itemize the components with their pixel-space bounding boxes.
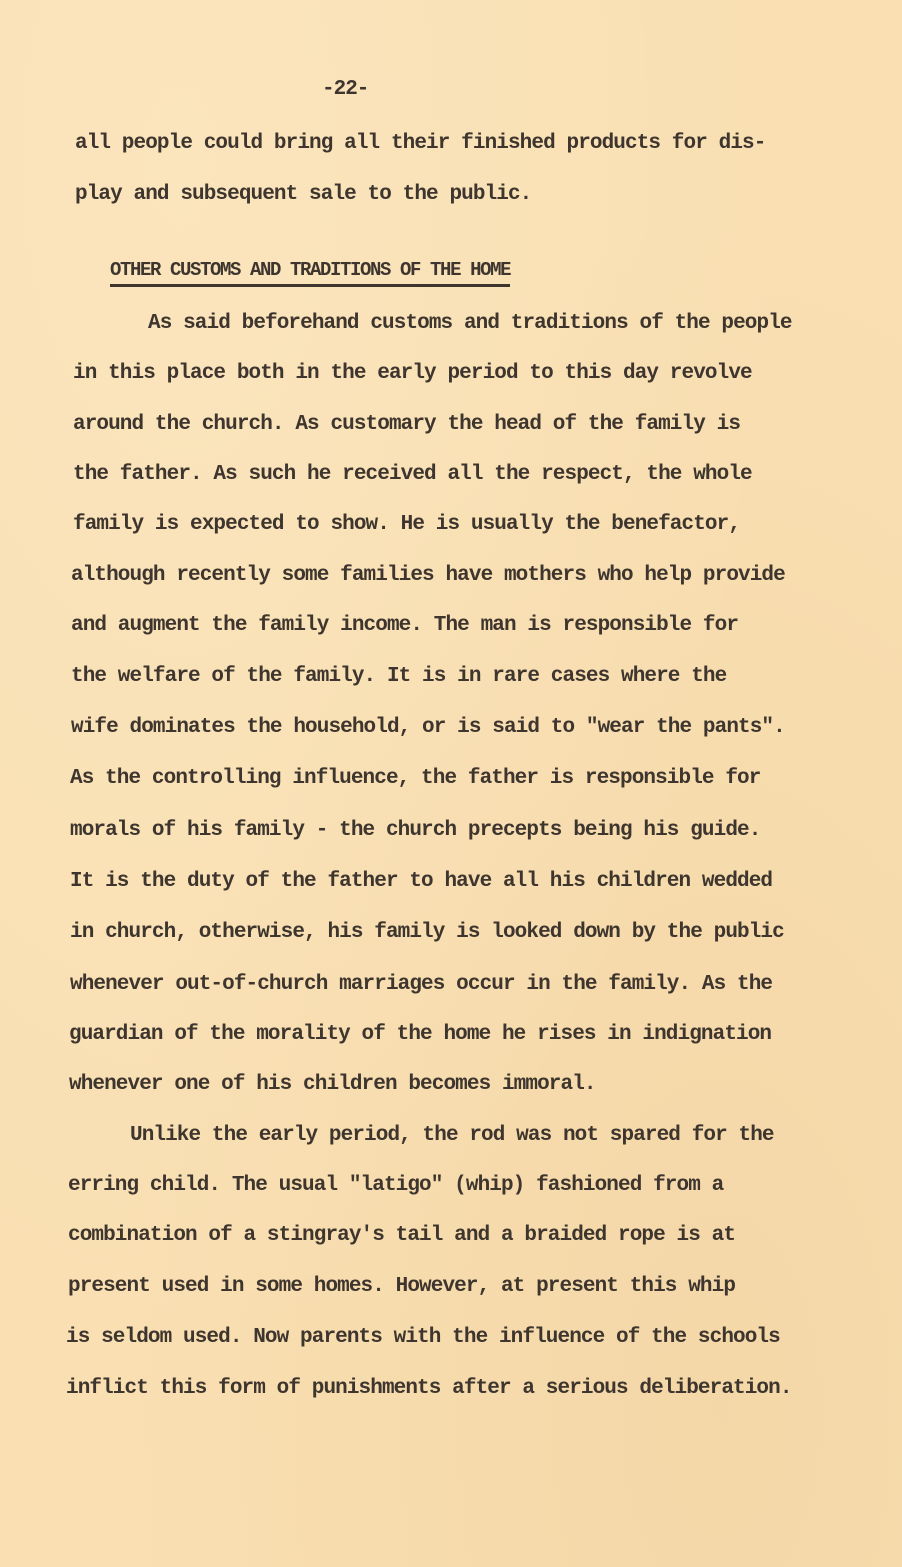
body-line: guardian of the morality of the home he rises in indignation [69, 1023, 772, 1046]
body-line: It is the duty of the father to have all his children wedded [70, 870, 773, 893]
body-line: the welfare of the family. It is in rare cases where the [71, 665, 727, 688]
body-line: morals of his family - the church precepts being his guide. [70, 819, 761, 842]
body-line: family is expected to show. He is usually the benefactor, [73, 513, 741, 536]
body-line: As the controlling influence, the father is responsible for [70, 767, 761, 790]
body-line: present used in some homes. However, at present this whip [68, 1275, 736, 1298]
body-line: erring child. The usual "latigo" (whip) fashioned from a [68, 1174, 724, 1197]
intro-line: play and subsequent sale to the public. [75, 183, 532, 206]
body-line: whenever one of his children becomes immoral. [69, 1073, 596, 1096]
body-line: although recently some families have mothers who help provide [71, 564, 785, 587]
intro-line: all people could bring all their finished products for dis- [75, 132, 766, 155]
body-line: wife dominates the household, or is said to "wear the pants". [71, 716, 785, 739]
page-number: -22- [322, 78, 369, 101]
body-line: the father. As such he received all the respect, the whole [73, 463, 752, 486]
body-line: and augment the family income. The man is responsible for [71, 614, 739, 637]
body-line: in church, otherwise, his family is looked down by the public [70, 921, 784, 944]
body-line: Unlike the early period, the rod was not spared for the [130, 1124, 774, 1147]
body-line: in this place both in the early period to this day revolve [73, 362, 752, 385]
body-line: is seldom used. Now parents with the influence of the schools [66, 1326, 780, 1349]
body-line: As said beforehand customs and traditions of the people [148, 312, 792, 335]
body-line: inflict this form of punishments after a serious deliberation. [66, 1377, 792, 1400]
section-heading: OTHER CUSTOMS AND TRADITIONS OF THE HOME [110, 257, 510, 287]
body-line: around the church. As customary the head of the family is [73, 413, 741, 436]
body-line: combination of a stingray's tail and a braided rope is at [68, 1224, 736, 1247]
body-line: whenever out-of-church marriages occur in the family. As the [70, 973, 773, 996]
